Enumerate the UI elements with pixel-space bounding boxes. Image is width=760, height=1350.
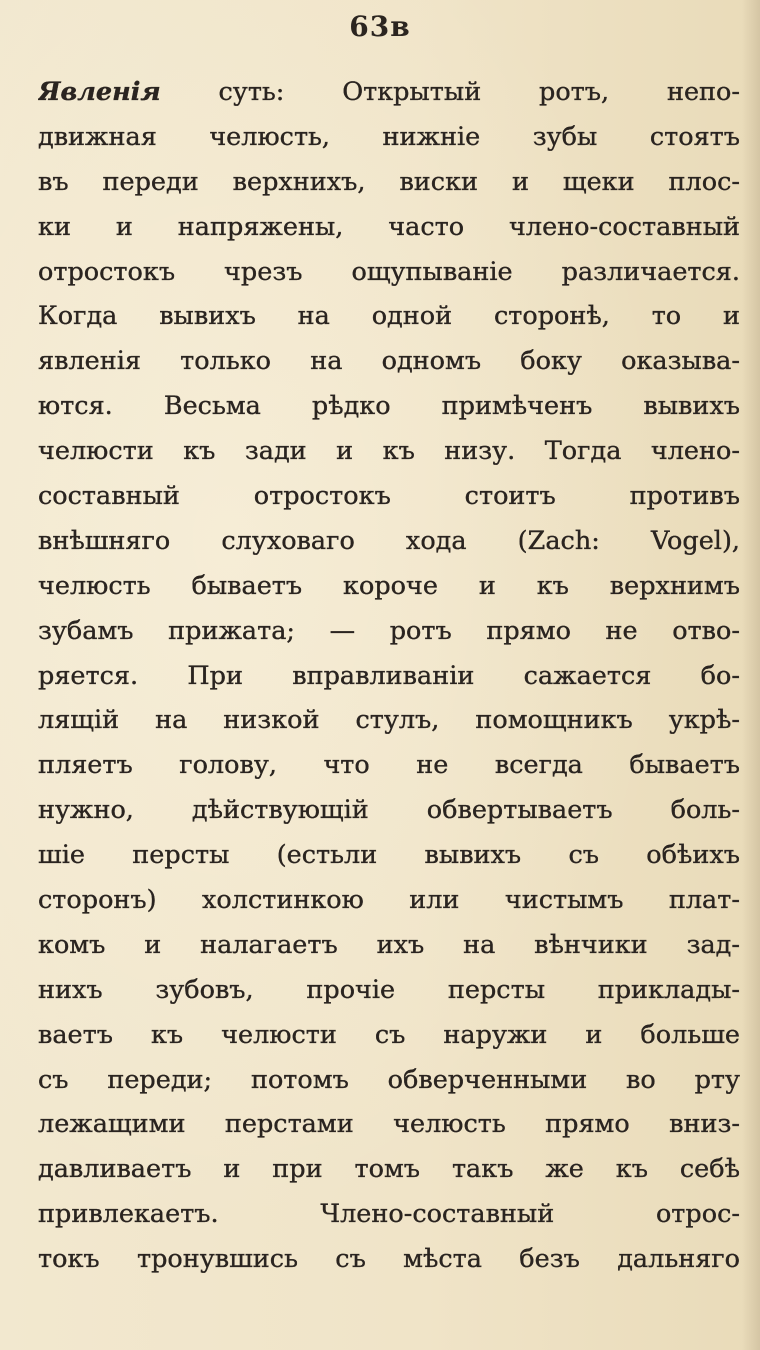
text-line-9: челюсти къ зади и къ низу. Тогда члено-: [38, 436, 740, 467]
text-line-8: ются. Весьма рѣдко примѣченъ вывихъ: [38, 391, 740, 422]
text-line-12: челюсть бываетъ короче и къ верхнимъ: [38, 570, 740, 601]
text-line-19: сторонъ) холстинкою или чистымъ плат-: [38, 885, 740, 916]
text-line-17: нужно, дѣйствующій обвертываетъ боль-: [38, 795, 740, 826]
text-line-27: токъ тронувшись съ мѣста безъ дальняго: [38, 1244, 740, 1275]
text-line-20: комъ и налагаетъ ихъ на вѣнчики зад-: [38, 929, 740, 960]
body-text: [38, 70, 740, 1282]
text-line-1-rest: суть: Открытый ротъ, непо-: [160, 77, 740, 107]
page-edge-shadow: [742, 0, 760, 1350]
text-line-7: явленія только на одномъ боку оказыва-: [38, 346, 740, 377]
text-line-10: составный отростокъ стоитъ противъ: [38, 481, 740, 512]
text-line-25: давливаетъ и при томъ такъ же къ себѣ: [38, 1154, 740, 1185]
text-line-26: привлекаетъ. Члено-составный отрос-: [38, 1199, 740, 1230]
text-line-23: съ переди; потомъ обверченными во рту: [38, 1064, 740, 1095]
text-line-13: зубамъ прижата; — ротъ прямо не отво-: [38, 615, 740, 646]
text-line-4: ки и напряжены, часто члено-составный: [38, 211, 740, 242]
text-line-24: лежащими перстами челюсть прямо вниз-: [38, 1109, 740, 1140]
text-line-2: движная челюсть, нижніе зубы стоятъ: [38, 121, 740, 152]
text-line-5: отростокъ чрезъ ощупываніе различается.: [38, 256, 740, 287]
text-line-16: пляетъ голову, что не всегда бываетъ: [38, 750, 740, 781]
text-line-18: шіе персты (естьли вывихъ съ обѣихъ: [38, 840, 740, 871]
text-line-22: ваетъ къ челюсти съ наружи и больше: [38, 1019, 740, 1050]
page-number: 63в: [349, 10, 411, 43]
text-line-15: лящій на низкой стулъ, помощникъ укрѣ-: [38, 705, 740, 736]
lead-word: Явленія: [38, 77, 161, 107]
text-line-11: внѣшняго слуховаго хода (Zach: Vogel),: [38, 525, 740, 556]
text-line-6: Когда вывихъ на одной сторонѣ, то и: [38, 301, 740, 332]
text-line-1: [38, 70, 740, 115]
text-line-14: ряется. При вправливаніи сажается бо-: [38, 660, 740, 691]
text-line-3: въ переди верхнихъ, виски и щеки плос-: [38, 166, 740, 197]
text-line-21: нихъ зубовъ, прочіе персты приклады-: [38, 974, 740, 1005]
